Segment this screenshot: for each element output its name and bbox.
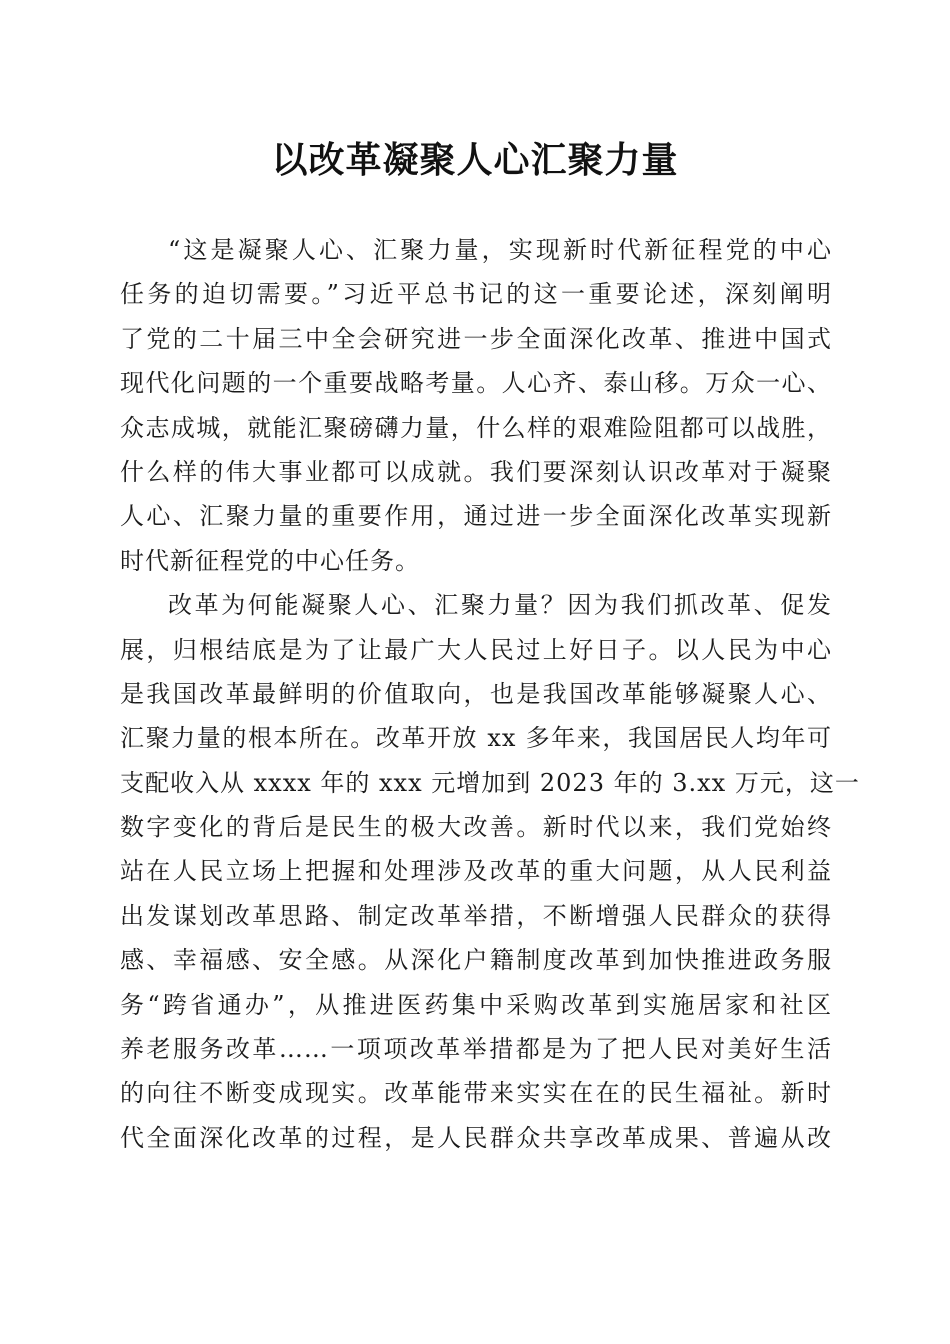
paragraph-2-line-4: 汇聚力量的根本所在。改革开放 xx 多年来，我国居民人均年可 [120, 724, 832, 753]
paragraph-1-line-8: 时代新征程党的中心任务。 [120, 546, 420, 575]
paragraph-2-line-3: 是我国改革最鲜明的价值取向，也是我国改革能够凝聚人心、 [120, 679, 832, 708]
paragraph-2-line-8: 出发谋划改革思路、制定改革举措，不断增强人民群众的获得 [120, 901, 832, 930]
paragraph-2-line-10: 务“跨省通办”，从推进医药集中采购改革到实施居家和社区 [120, 990, 832, 1019]
paragraph-2-line-7: 站在人民立场上把握和处理涉及改革的重大问题，从人民利益 [120, 857, 832, 886]
paragraph-1-line-4: 现代化问题的一个重要战略考量。人心齐、泰山移。万众一心、 [120, 369, 832, 398]
document-body [120, 228, 860, 1160]
paragraph-2-line-11: 养老服务改革……一项项改革举措都是为了把人民对美好生活 [120, 1035, 832, 1064]
paragraph-1-line-7: 人心、汇聚力量的重要作用，通过进一步全面深化改革实现新 [120, 502, 832, 531]
paragraph-2-line-6: 数字变化的背后是民生的极大改善。新时代以来，我们党始终 [120, 813, 832, 842]
paragraph-1-line-2: 任务的迫切需要。”习近平总书记的这一重要论述，深刻阐明 [120, 280, 832, 309]
paragraph-1-line-6: 什么样的伟大事业都可以成就。我们要深刻认识改革对于凝聚 [120, 457, 832, 486]
paragraph-2-line-13: 代全面深化改革的过程，是人民群众共享改革成果、普遍从改 [120, 1123, 832, 1152]
paragraph-2-line-5: 支配收入从 xxxx 年的 xxx 元增加到 2023 年的 3.xx 万元，这一 [120, 768, 860, 797]
paragraph-1-line-1: “这是凝聚人心、汇聚力量，实现新时代新征程党的中心 [168, 236, 832, 264]
paragraph-2-line-1: 改革为何能凝聚人心、汇聚力量？因为我们抓改革、促发 [168, 591, 832, 620]
paragraph-1-line-5: 众志成城，就能汇聚磅礴力量，什么样的艰难险阻都可以战胜， [120, 413, 832, 442]
paragraph-1-line-3: 了党的二十届三中全会研究进一步全面深化改革、推进中国式 [120, 324, 832, 353]
paragraph-2-line-12: 的向往不断变成现实。改革能带来实实在在的民生福祉。新时 [120, 1079, 832, 1108]
paragraph-2-line-2: 展，归根结底是为了让最广大人民过上好日子。以人民为中心 [120, 635, 832, 664]
paragraph-2-line-9: 感、幸福感、安全感。从深化户籍制度改革到加快推进政务服 [120, 946, 832, 975]
document-title: 以改革凝聚人心汇聚力量 [271, 139, 679, 181]
